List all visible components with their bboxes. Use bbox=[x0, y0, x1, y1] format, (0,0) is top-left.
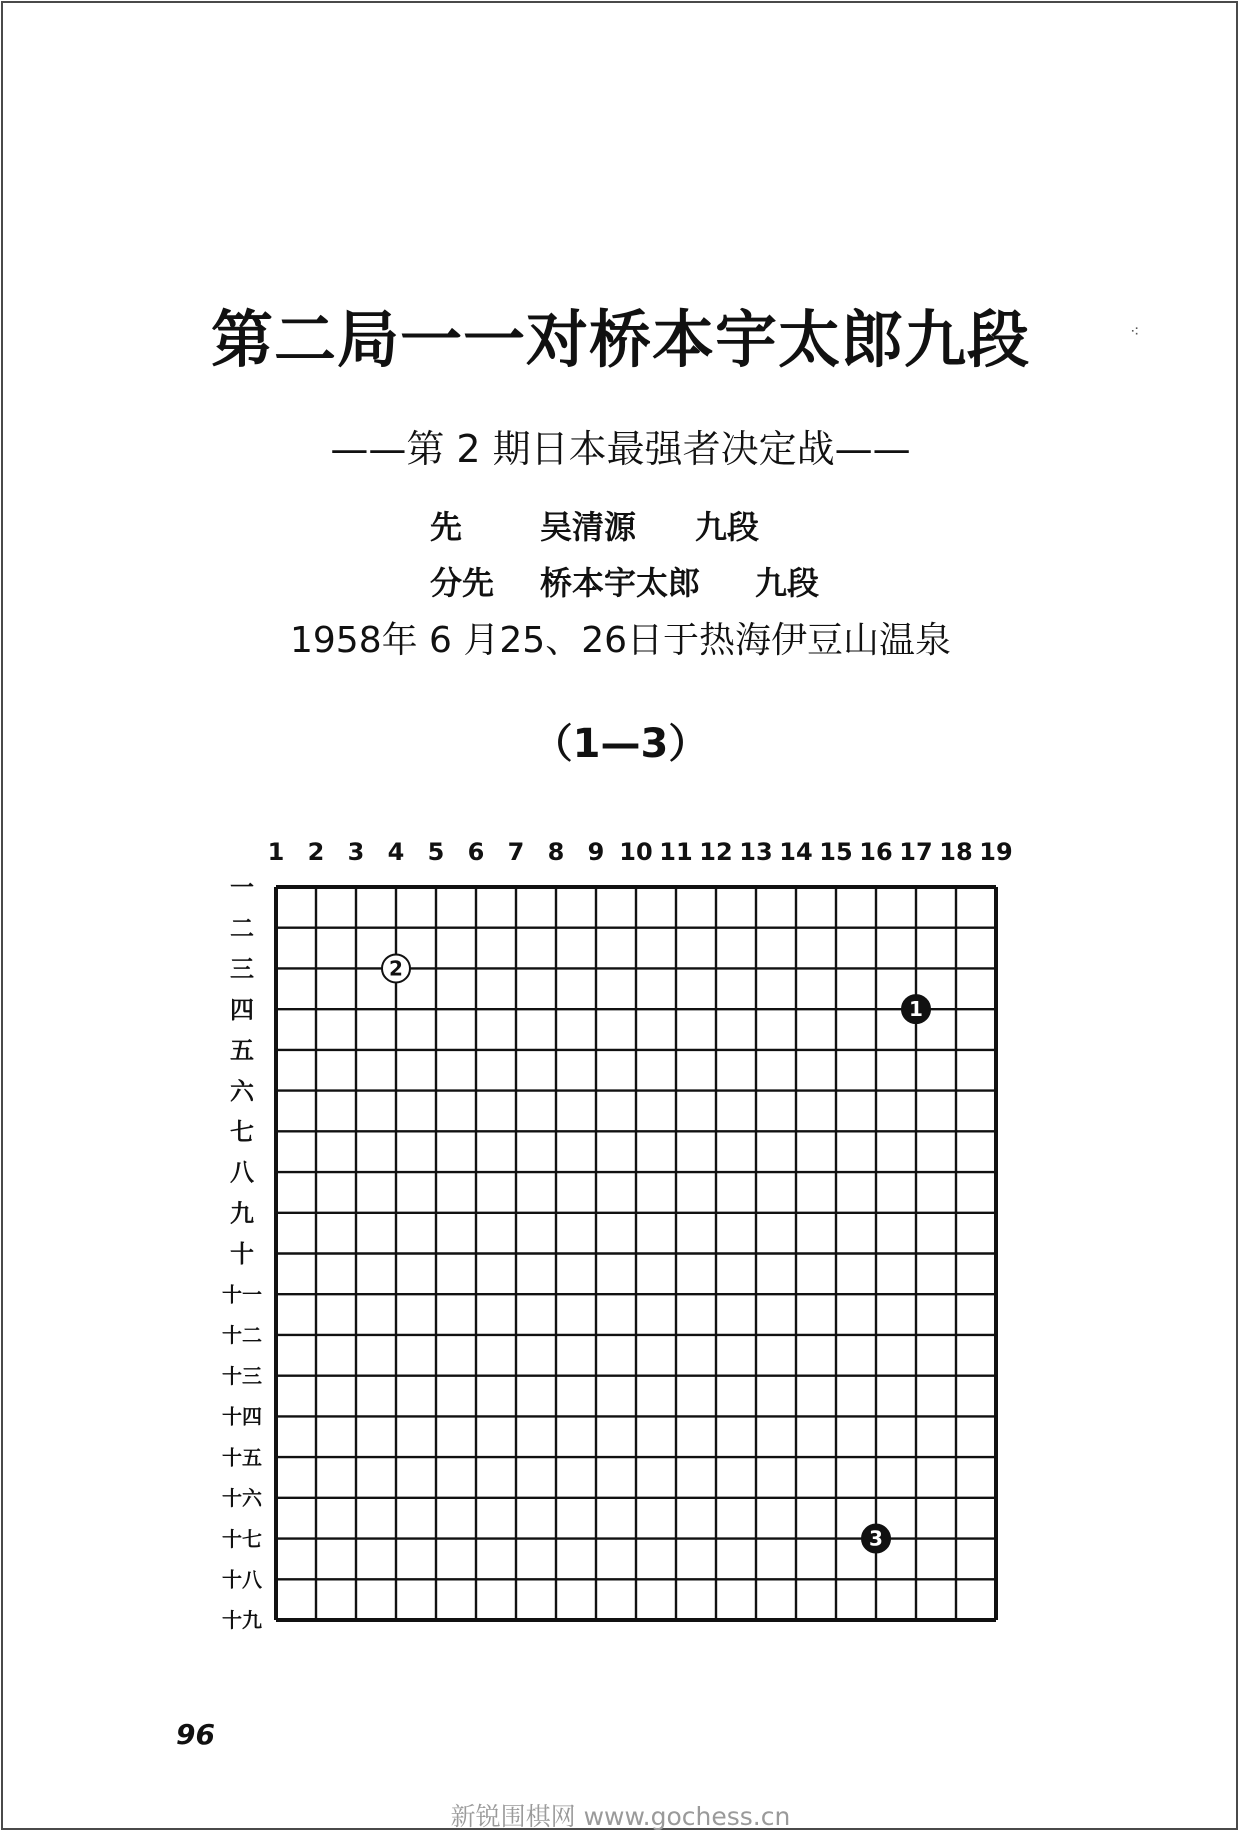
player-name: 桥本宇太郎 bbox=[540, 564, 701, 602]
column-label: 11 bbox=[659, 838, 693, 866]
row-label: 十 bbox=[230, 1240, 254, 1269]
player-rank: 九段 bbox=[755, 564, 820, 602]
row-label: 三 bbox=[230, 955, 254, 984]
stone-move-number: 2 bbox=[389, 956, 403, 981]
player-role: 分先 bbox=[430, 564, 495, 602]
column-label: 19 bbox=[979, 838, 1013, 866]
row-label: 十一 bbox=[222, 1282, 262, 1307]
row-label: 十六 bbox=[222, 1486, 262, 1511]
row-label: 十九 bbox=[222, 1608, 262, 1633]
column-label: 18 bbox=[939, 838, 973, 866]
row-label: 十四 bbox=[222, 1404, 262, 1429]
column-label: 15 bbox=[819, 838, 853, 866]
game-title: 第二局一一对桥本宇太郎九段 bbox=[210, 303, 1030, 376]
column-label: 4 bbox=[387, 838, 405, 866]
watermark: 新锐围棋网 www.gochess.cn bbox=[450, 1802, 791, 1831]
row-label: 八 bbox=[230, 1158, 254, 1187]
column-label: 16 bbox=[859, 838, 893, 866]
stone-move-number: 1 bbox=[909, 997, 923, 1022]
column-label: 5 bbox=[427, 838, 445, 866]
row-label: 五 bbox=[230, 1036, 254, 1065]
column-label: 6 bbox=[467, 838, 485, 866]
row-label: 一 bbox=[230, 873, 254, 902]
row-label: 四 bbox=[230, 995, 254, 1024]
column-label: 2 bbox=[307, 838, 325, 866]
row-label: 九 bbox=[230, 1199, 254, 1228]
date-location: 1958年 6 月25、26日于热海伊豆山温泉 bbox=[289, 620, 952, 661]
column-label: 9 bbox=[587, 838, 605, 866]
column-label: 8 bbox=[547, 838, 565, 866]
move-range: （1—3） bbox=[532, 721, 709, 767]
stone-move-number: 3 bbox=[869, 1526, 883, 1551]
row-label: 十五 bbox=[222, 1445, 262, 1470]
row-label: 十八 bbox=[222, 1567, 262, 1592]
ink-smudge: ⁖ bbox=[1130, 322, 1140, 341]
column-label: 14 bbox=[779, 838, 813, 866]
row-label: 七 bbox=[230, 1117, 254, 1146]
player-rank: 九段 bbox=[695, 508, 760, 546]
player-name: 吴清源 bbox=[540, 508, 637, 546]
column-label: 12 bbox=[699, 838, 733, 866]
column-label: 3 bbox=[347, 838, 365, 866]
column-label: 17 bbox=[899, 838, 933, 866]
column-label: 10 bbox=[619, 838, 653, 866]
row-label: 十七 bbox=[222, 1526, 262, 1551]
page-number: 96 bbox=[176, 1718, 215, 1751]
tournament-subtitle: ——第 2 期日本最强者决定战—— bbox=[330, 427, 911, 471]
column-label: 13 bbox=[739, 838, 773, 866]
row-label: 十二 bbox=[222, 1323, 262, 1348]
column-label: 7 bbox=[507, 838, 525, 866]
row-label: 十三 bbox=[222, 1363, 262, 1388]
column-label: 1 bbox=[267, 838, 285, 866]
player-role: 先 bbox=[430, 508, 463, 546]
row-label: 六 bbox=[230, 1077, 254, 1106]
row-label: 二 bbox=[230, 914, 254, 943]
